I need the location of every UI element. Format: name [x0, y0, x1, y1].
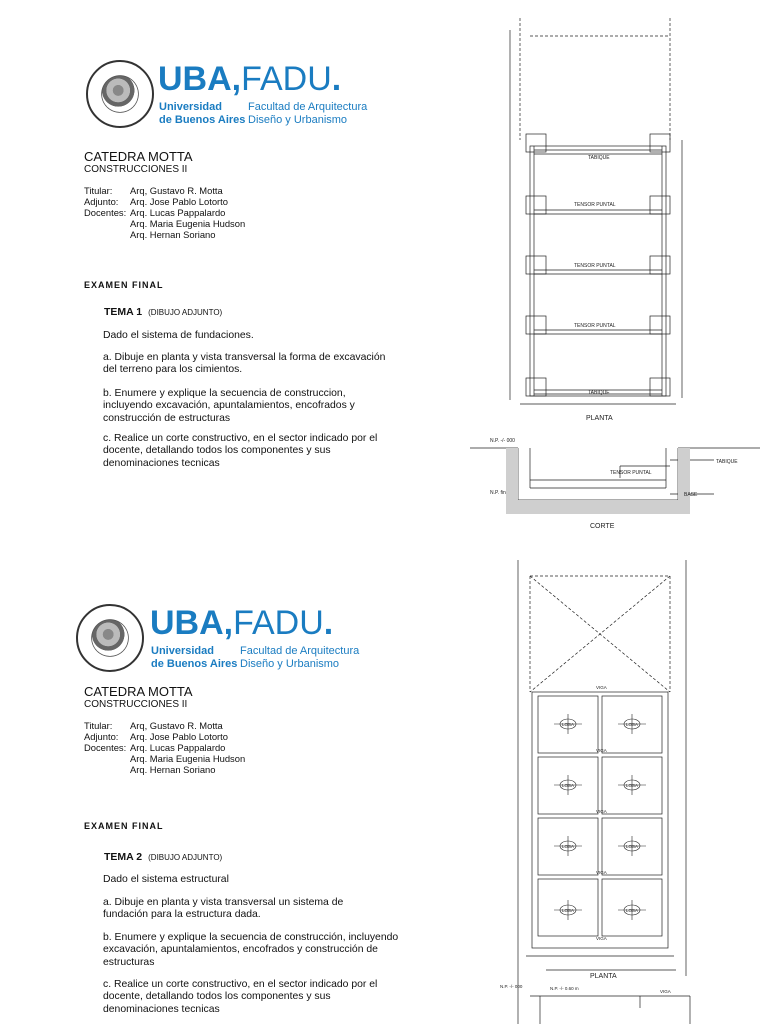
plan-label: PLANTA — [586, 415, 613, 422]
losa-label-3: LOSA — [562, 783, 575, 788]
tabique-label-bottom: TABIQUE — [588, 390, 610, 396]
uba-seal-icon — [86, 60, 154, 128]
faculty-name: Facultad de Arquitectura Diseño y Urbanismo — [240, 645, 360, 670]
course-name: CONSTRUCCIONES II — [84, 164, 188, 175]
losa-label-4: LOSA — [626, 783, 639, 788]
question-intro: Dado el sistema de fundaciones. — [103, 330, 254, 341]
course-name: CONSTRUCCIONES II — [84, 699, 188, 710]
catedra-title: CATEDRA MOTTA — [84, 684, 193, 699]
question-item-c: c. Realice un corte constructivo, en el sector indicado por el docente, detallando todos los componentes y sus denominaciones tecnicas — [103, 433, 378, 469]
uba-seal-icon — [76, 604, 144, 672]
structure-plan-drawing — [500, 556, 768, 1024]
section-tabique-label: TABIQUE — [716, 459, 738, 465]
tensor-label-1: TENSOR PUNTAL — [574, 202, 616, 208]
section-tensor-label: TENSOR PUNTAL — [610, 470, 652, 476]
uba-fadu-logo: UBA,FADU. — [150, 604, 334, 642]
faculty-name: Facultad de Arquitectura Diseño y Urbanismo — [248, 101, 368, 126]
question-item-a: a. Dibuje en planta y vista transversal la forma de excavación del terreno para los cimientos. — [103, 352, 386, 376]
viga-label-top: VIGA — [596, 685, 607, 690]
np-top-label: N.P. -/- 000 — [500, 984, 523, 989]
np-bottom-label: N.P. fin — [490, 490, 506, 496]
viga-label-section: VIGA — [660, 989, 671, 994]
staff-list: Titular: Arq, Gustavo R. Motta Adjunto: Arq. Jose Pablo Lotorto Docentes: Arq. Lucas Pappalardo Arq. Maria Eugenia Hudson Arq. Hernan Soriano — [84, 185, 246, 240]
foundation-plan-drawing — [470, 0, 768, 540]
losa-label-2: LOSA — [626, 722, 639, 727]
viga-label-4: VIGA — [596, 936, 607, 941]
np-level-label: N.P. -/- 0.60 m — [550, 986, 579, 991]
tabique-label: TABIQUE — [588, 155, 610, 161]
exam-title: EXAMEN FINAL — [84, 821, 164, 831]
question-item-b: b. Enumere y explique la secuencia de construccion, incluyendo excavación, apuntalamientos, encofrados y construcción de estructuras — [103, 388, 355, 424]
tensor-label-2: TENSOR PUNTAL — [574, 263, 616, 269]
tema-heading: TEMA 2 (DIBUJO ADJUNTO) — [104, 851, 223, 863]
tema-heading: TEMA 1 (DIBUJO ADJUNTO) — [104, 306, 223, 318]
losa-label-1: LOSA — [562, 722, 575, 727]
viga-label-3: VIGA — [596, 870, 607, 875]
staff-list: Titular: Arq, Gustavo R. Motta Adjunto: Arq. Jose Pablo Lotorto Docentes: Arq. Lucas Pappalardo Arq. Maria Eugenia Hudson Arq. Hernan Soriano — [84, 720, 246, 775]
catedra-title: CATEDRA MOTTA — [84, 149, 193, 164]
question-item-c: c. Realice un corte constructivo, en el sector indicado por el docente, detallando todos los componentes y sus denominaciones tecnicas — [103, 979, 378, 1015]
question-intro: Dado el sistema estructural — [103, 874, 229, 885]
losa-label-6: LOSA — [626, 844, 639, 849]
question-item-b: b. Enumere y explique la secuencia de construcción, incluyendo excavación, apuntalamientos, encofrados y construcción de estructuras — [103, 932, 399, 968]
tensor-label-3: TENSOR PUNTAL — [574, 323, 616, 329]
university-name: Universidad de Buenos Aires — [151, 645, 238, 670]
plan-label: PLANTA — [590, 973, 617, 980]
viga-label-1: VIGA — [596, 748, 607, 753]
losa-label-5: LOSA — [562, 844, 575, 849]
exam-title: EXAMEN FINAL — [84, 280, 164, 290]
viga-label-2: VIGA — [596, 809, 607, 814]
losa-label-8: LOSA — [626, 908, 639, 913]
university-name: Universidad de Buenos Aires — [159, 101, 246, 126]
losa-label-7: LOSA — [562, 908, 575, 913]
section-label: CORTE — [590, 523, 615, 530]
uba-fadu-logo: UBA,FADU. — [158, 60, 342, 98]
section-base-label: BASE — [684, 492, 698, 498]
question-item-a: a. Dibuje en planta y vista transversal un sistema de fundación para la estructura dada. — [103, 897, 344, 921]
np-top-label: N.P. -/- 000 — [490, 438, 515, 444]
